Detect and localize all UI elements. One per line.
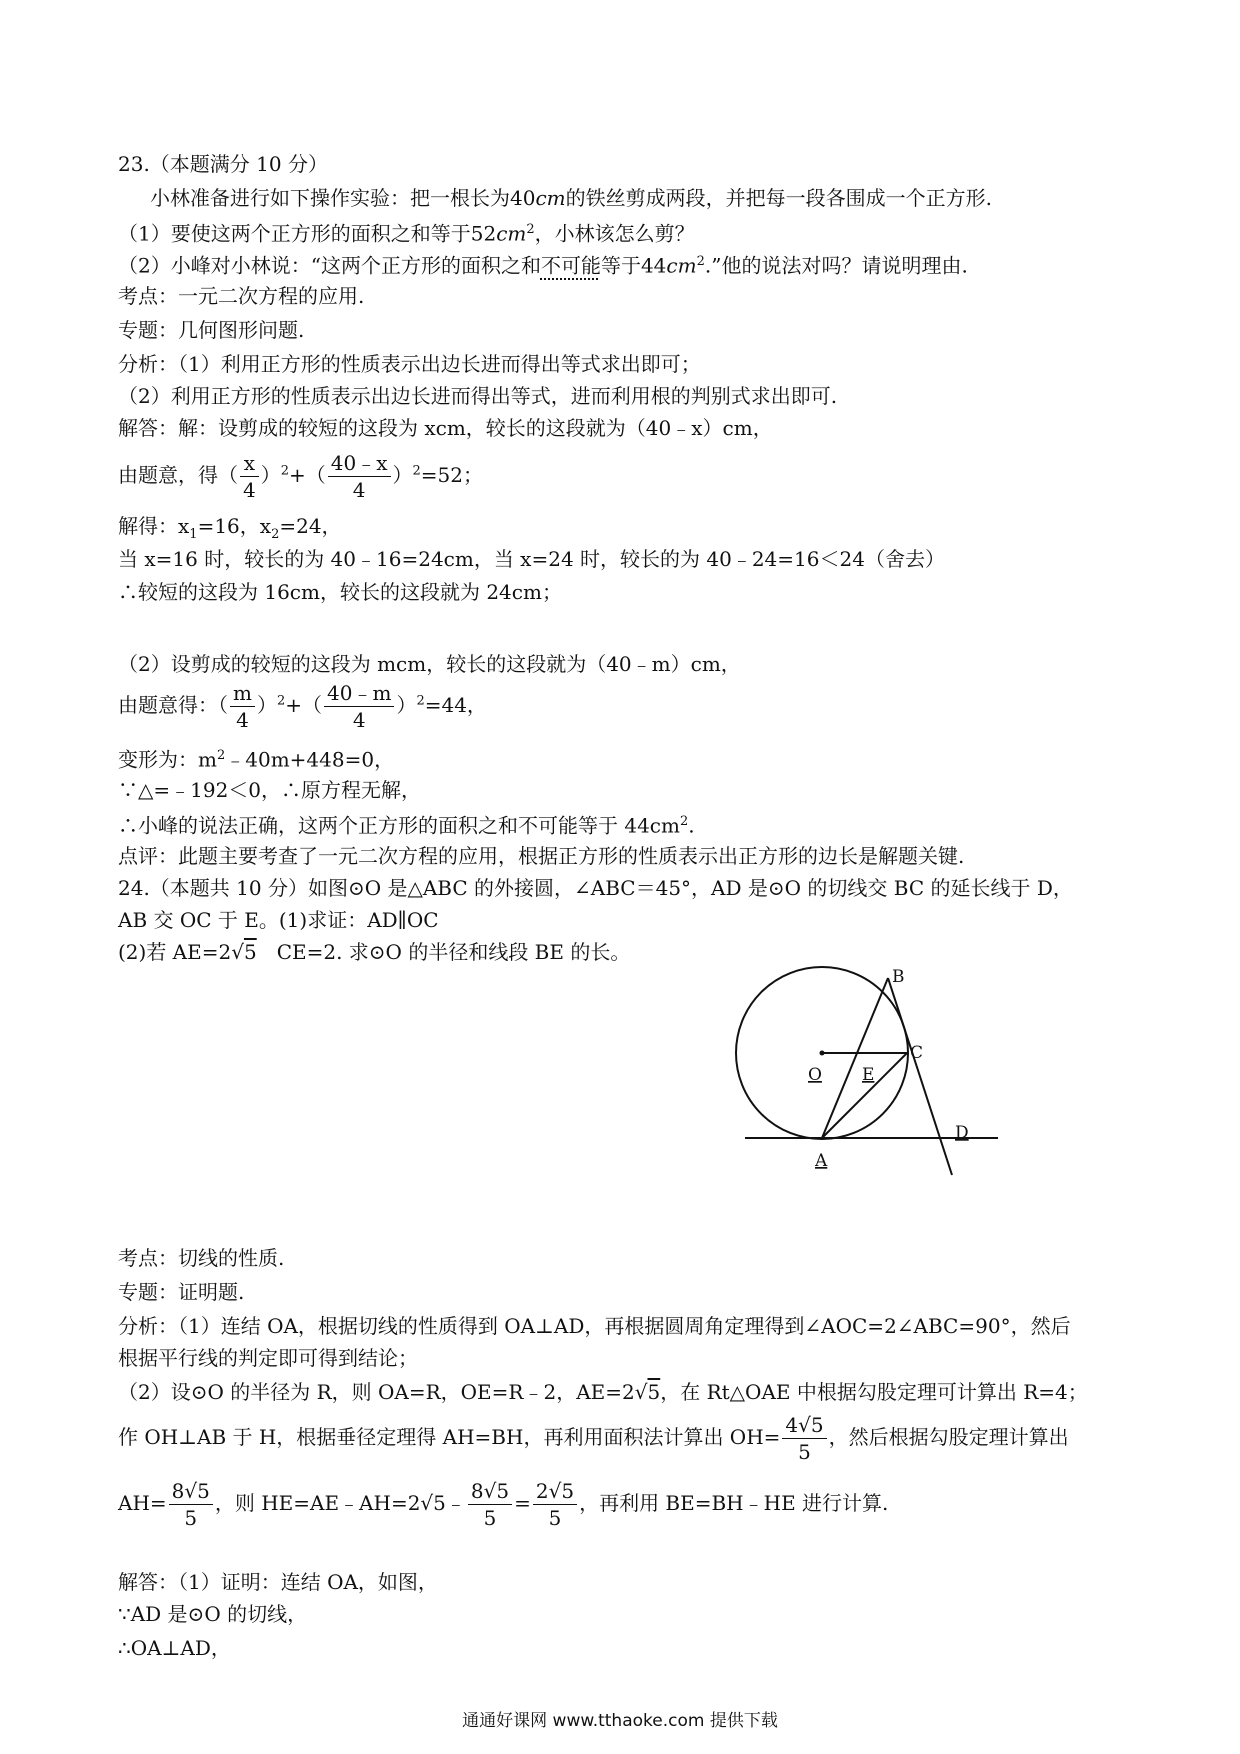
q23-fenxi-1: 分析：（1）利用正方形的性质表示出边长进而得出等式求出即可； — [118, 352, 701, 376]
q23-delta: ∵△=﹣192＜0，∴原方程无解， — [118, 778, 422, 802]
q23-therefore: ∴较短的这段为 16cm，较长的这段就为 24cm； — [118, 580, 562, 604]
fraction: $\frac{4√5}{5}$ — [782, 1412, 826, 1465]
q24-jieda-1: 解答：（1）证明：连结 OA，如图， — [118, 1570, 438, 1594]
q23-jieda: 解答：解：设剪成的较短的这段为 xcm，较长的这段就为（40﹣x）cm， — [118, 416, 773, 440]
fraction: $\frac{m}{4}$ — [230, 680, 255, 733]
q23-when: 当 x=16 时，较长的为 40﹣16=24cm，当 x=24 时，较长的为 40﹣24=16＜24（舍去） — [118, 547, 945, 571]
geometry-figure — [720, 960, 1020, 1200]
fraction: $\frac{40﹣m}{4}$ — [324, 680, 394, 733]
q23-kaodian: 考点：一元二次方程的应用. — [118, 284, 365, 308]
q24-line-3: (2)若 AE=2√5 CE=2. 求⊙O 的半径和线段 BE 的长。 — [118, 940, 631, 964]
q24-fenxi-4: 作 OH⊥AB 于 H，根据垂径定理得 AH=BH，再利用面积法计算出 OH= $\frac{4√5}{5}$ ，然后根据勾股定理计算出 — [118, 1413, 1069, 1464]
q24-fenxi-5: AH= $\frac{8√5}{5}$ ，则 HE=AE﹣AH=2√5﹣ $\frac{8√5}{5}$ = $\frac{2√5}{5}$ ，再利用 BE=BH﹣HE 进行计算. — [118, 1479, 889, 1530]
q24-fenxi-3: （2）设⊙O 的半径为 R，则 OA=R，OE=R﹣2，AE=2√5，在 Rt△OAE 中根据勾股定理可计算出 R=4； — [118, 1380, 1088, 1404]
q23-zhuanti: 专题：几何图形问题. — [118, 318, 305, 342]
fraction: $\frac{x}{4}$ — [240, 450, 259, 503]
q24-jieda-2: ∵AD 是⊙O 的切线， — [118, 1602, 308, 1626]
q23-fenxi-2: （2）利用正方形的性质表示出边长进而得出等式，进而利用根的判别式求出即可. — [118, 384, 838, 408]
q24-kaodian: 考点：切线的性质. — [118, 1246, 285, 1270]
page-footer: 通通好课网 www.tthaoke.com 提供下载 — [462, 1711, 778, 1731]
fraction: $\frac{8√5}{5}$ — [468, 1478, 512, 1531]
center-point — [820, 1051, 825, 1056]
q23-equation-1: 由题意，得（ $\frac{x}{4}$ ）$^2$+（ $\frac{40﹣x}{4}$ ）$^2$=52； — [118, 451, 484, 502]
label-a: A — [815, 1151, 828, 1171]
q23-part2: （2）小峰对小林说：“这两个正方形的面积之和不可能等于$44cm^2$.”他的说法对吗？请说明理由. — [118, 253, 968, 278]
q24-line-1: 24.（本题共 10 分）如图⊙O 是△ABC 的外接圆，∠ABC＝45°，AD 是⊙O 的切线交 BC 的延长线于 D， — [118, 876, 1073, 900]
q24-fenxi-1: 分析：（1）连结 OA，根据切线的性质得到 OA⊥AD，再根据圆周角定理得到∠AOC=2∠ABC=90°，然后 — [118, 1314, 1071, 1338]
q23-part2-set: （2）设剪成的较短的这段为 mcm，较长的这段就为（40﹣m）cm， — [118, 652, 741, 676]
label-e: E — [862, 1065, 875, 1085]
q24-zhuanti: 专题：证明题. — [118, 1280, 245, 1304]
q23-intro: 小林准备进行如下操作实验：把一根长为40cm的铁丝剪成两段，并把每一段各围成一个正方形. — [150, 186, 992, 210]
q23-dianping: 点评：此题主要考查了一元二次方程的应用，根据正方形的性质表示出正方形的边长是解题关键. — [118, 844, 965, 868]
line-bd — [888, 978, 952, 1175]
q23-solutions: 解得：$x_1=16$，$x_2=24$， — [118, 514, 342, 542]
label-c: C — [910, 1043, 924, 1063]
fraction: $\frac{2√5}{5}$ — [533, 1478, 577, 1531]
q24-jieda-3: ∴OA⊥AD， — [118, 1636, 231, 1660]
q23-transform: 变形为：$m^2﹣40m+448=0$， — [118, 747, 395, 772]
segment-ab — [822, 978, 888, 1138]
label-o: O — [808, 1065, 822, 1085]
label-b: B — [892, 967, 905, 987]
label-d: D — [955, 1123, 969, 1143]
q23-equation-2: 由题意得：（ $\frac{m}{4}$ ）$^2$+（ $\frac{40﹣m}{4}$ ）$^2$=44， — [118, 681, 487, 732]
fraction: $\frac{8√5}{5}$ — [169, 1478, 213, 1531]
fraction: $\frac{40﹣x}{4}$ — [328, 450, 391, 503]
q24-fenxi-2: 根据平行线的判定即可得到结论； — [118, 1346, 418, 1370]
q23-conclusion: ∴小峰的说法正确，这两个正方形的面积之和不可能等于 $44cm^2$. — [118, 813, 695, 838]
q23-header: 23.（本题满分 10 分） — [118, 152, 328, 176]
q24-line-2: AB 交 OC 于 E。(1)求证：AD∥OC — [118, 908, 439, 932]
q23-part1: （1）要使这两个正方形的面积之和等于$52cm^2$，小林该怎么剪？ — [118, 221, 695, 246]
